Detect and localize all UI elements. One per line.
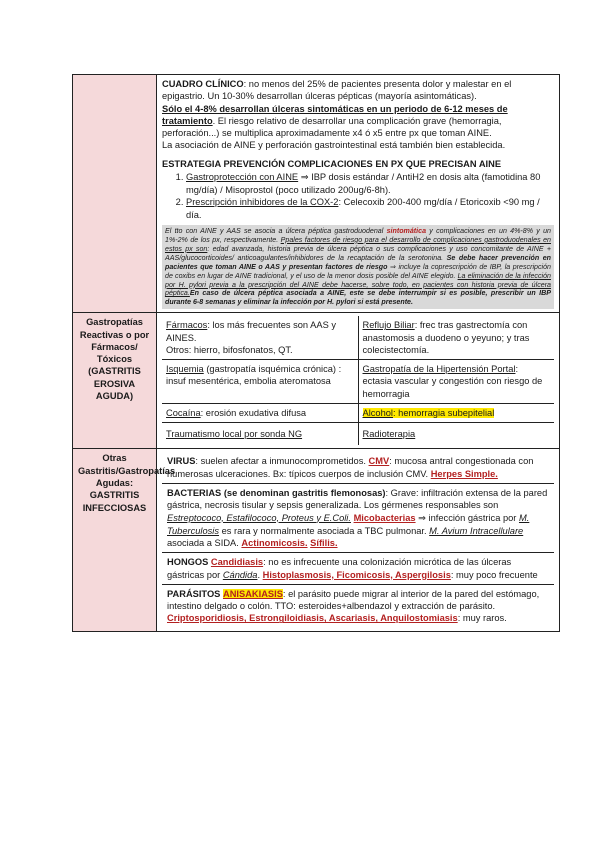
- aine-row: [73, 75, 560, 313]
- infectious-content: [157, 449, 560, 631]
- clinical-heading: CUADRO CLÍNICO: [162, 79, 244, 89]
- bacterias-section: BACTERIAS (se denominan gastritis flemonosas): Grave: infiltración extensa de la pared gástrica, necrosis tisular y sepsis generalizada. Los gérmenes responsables son Estreptococo, Estafilococo, Proteus y E.Coli. Micobacterias ⇒ infección gástrica por M. Tuberculosis es rara y normalmente asociada a TBC pulmonar. M. Avium Intracellulare asociada a SIDA. Actinomicosis. Sífilis.: [162, 484, 554, 553]
- virus-section: VIRUS: suelen afectar a inmunocomprometidos. CMV: mucosa antral congestionada con numerosas ulceraciones. Bx: típicos cuerpos de inclusión CMV. Herpes Simple.: [162, 452, 554, 484]
- radio-cell: Radioterapia: [358, 423, 554, 446]
- reactive-label: Gastropatías Reactivas o por Fármacos/ Tóxicos (GASTRITIS EROSIVA AGUDA): [73, 313, 157, 449]
- aine-note: El tto con AINE y AAS se asocia a úlcera péptica gastroduodenal sintomática y complicaciones en un 4%-8% y un 1%-2% de los px, respectivamente. Ppales factores de riesgo para el desarrollo de complicaciones gastroduodenales en estos px son: edad avanzada, historia previa de úlcera péptica o sus complicaciones y uso concomitante de AINE + AAS/glucocorticoides/ anticoagulantes/inhibidores de la recaptación de la serotonina. Se debe hacer prevención en pacientes que toman AINE o AAS y presentan factores de riesgo ⇒ incluye la coprescripción de IBP, la prescripción de coxibs en lugar de AINE tradicional, y el uso de la menor dosis posible del AINE elegido. La eliminación de la infección por H. pylori previa a la prescripción del AINE debe hacerse, sobre todo, en pacientes con historia previa de úlcera péptica.En caso de úlcera péptica asociada a AINE, este se debe interrumpir si es posible, prescribir un IBP durante 6-8 semanas y eliminar la infección por H. pylori si está presente.: [162, 225, 554, 309]
- isquemia-cell: Isquemia (gastropatía isquémica crónica) : insuf mesentérica, embolia ateromatosa: [162, 360, 358, 404]
- alcohol-cell: Alcohol: hemorragia subepitelial: [358, 403, 554, 422]
- farmacos-cell: Fármacos: los más frecuentes son AAS y AINES. Otros: hierro, bifosfonatos, QT.: [162, 316, 358, 359]
- parasitos-section: PARÁSITOS ANISAKIASIS: el parásito puede migrar al interior de la pared del estómago, intestino delgado o colón. TTO: esteroides+albendazol y extracción de parásito. Criptosporidiosis, Estrongiloidiasis, Ascariasis, Anquilostomiasis: muy raros.: [167, 588, 540, 624]
- strategy-list: [162, 171, 554, 221]
- infectious-row: [73, 449, 560, 631]
- hipertension-portal-cell: Gastropatía de la Hipertensión Portal: ectasia vascular y congestión con riesgo de hemorragia: [358, 360, 554, 404]
- clinical-picture: CUADRO CLÍNICO: no menos del 25% de pacientes presenta dolor y malestar en el epigastrio. Un 10-30% desarrollan úlceras pépticas (mayoría asintomáticas). Sólo el 4-8% desarrollan úlceras sintomáticas en un periodo de 6-12 meses de tratamiento. El riesgo relativo de desarrollar una complicación grave (hemorragia, perforación...) se multiplica aproximadamente x4 ó x5 entre px que toman AINE. La asociación de AINE y perforación gastrointestinal está también bien establecida.: [162, 79, 512, 151]
- infectious-label: Otras Gastritis/Gastropatías Agudas: GASTRITIS INFECCIOSAS: [73, 449, 157, 631]
- aine-row-label: [73, 75, 157, 313]
- clinical-key-fact: Sólo el 4-8% desarrollan úlceras sintomáticas en un periodo de 6-12 meses de tratamiento: [162, 103, 508, 126]
- reactive-content: [157, 313, 560, 449]
- hongos-section: HONGOS Candidiasis: no es infrecuente una colonización micrótica de las úlceras gástricas por Cándida. Histoplasmosis, Ficomicosis, Aspergilosis: muy poco frecuente: [162, 553, 554, 585]
- strategy-item: 2. Prescripción inhibidores de la COX-2: Celecoxib 200-400 mg/día / Etoricoxib <90 mg / día.: [186, 196, 554, 221]
- arrow-icon: ⇒: [418, 512, 426, 524]
- arrow-icon: ⇒: [389, 261, 396, 271]
- arrow-icon: ⇒: [300, 171, 309, 183]
- reactive-row: [73, 313, 560, 449]
- summary-table: [72, 74, 560, 632]
- aine-content: [157, 75, 560, 313]
- reflujo-cell: Reflujo Biliar: frec tras gastrectomía con anastomosis a duodeno o yeyuno; y tras colecistectomía.: [358, 316, 554, 359]
- trauma-cell: Traumatismo local por sonda NG: [162, 423, 358, 446]
- strategy-heading: ESTRATEGIA PREVENCIÓN COMPLICACIONES EN PX QUE PRECISAN AINE: [162, 158, 502, 169]
- reactive-grid: [162, 316, 554, 445]
- strategy-item: 1. Gastroprotección con AINE ⇒ IBP dosis estándar / AntiH2 en dosis alta (famotidina 80 mg/día) / Misoprostol (poco utilizado 200ug/6-8h).: [186, 171, 554, 197]
- cocaina-cell: Cocaína: erosión exudativa difusa: [162, 403, 358, 422]
